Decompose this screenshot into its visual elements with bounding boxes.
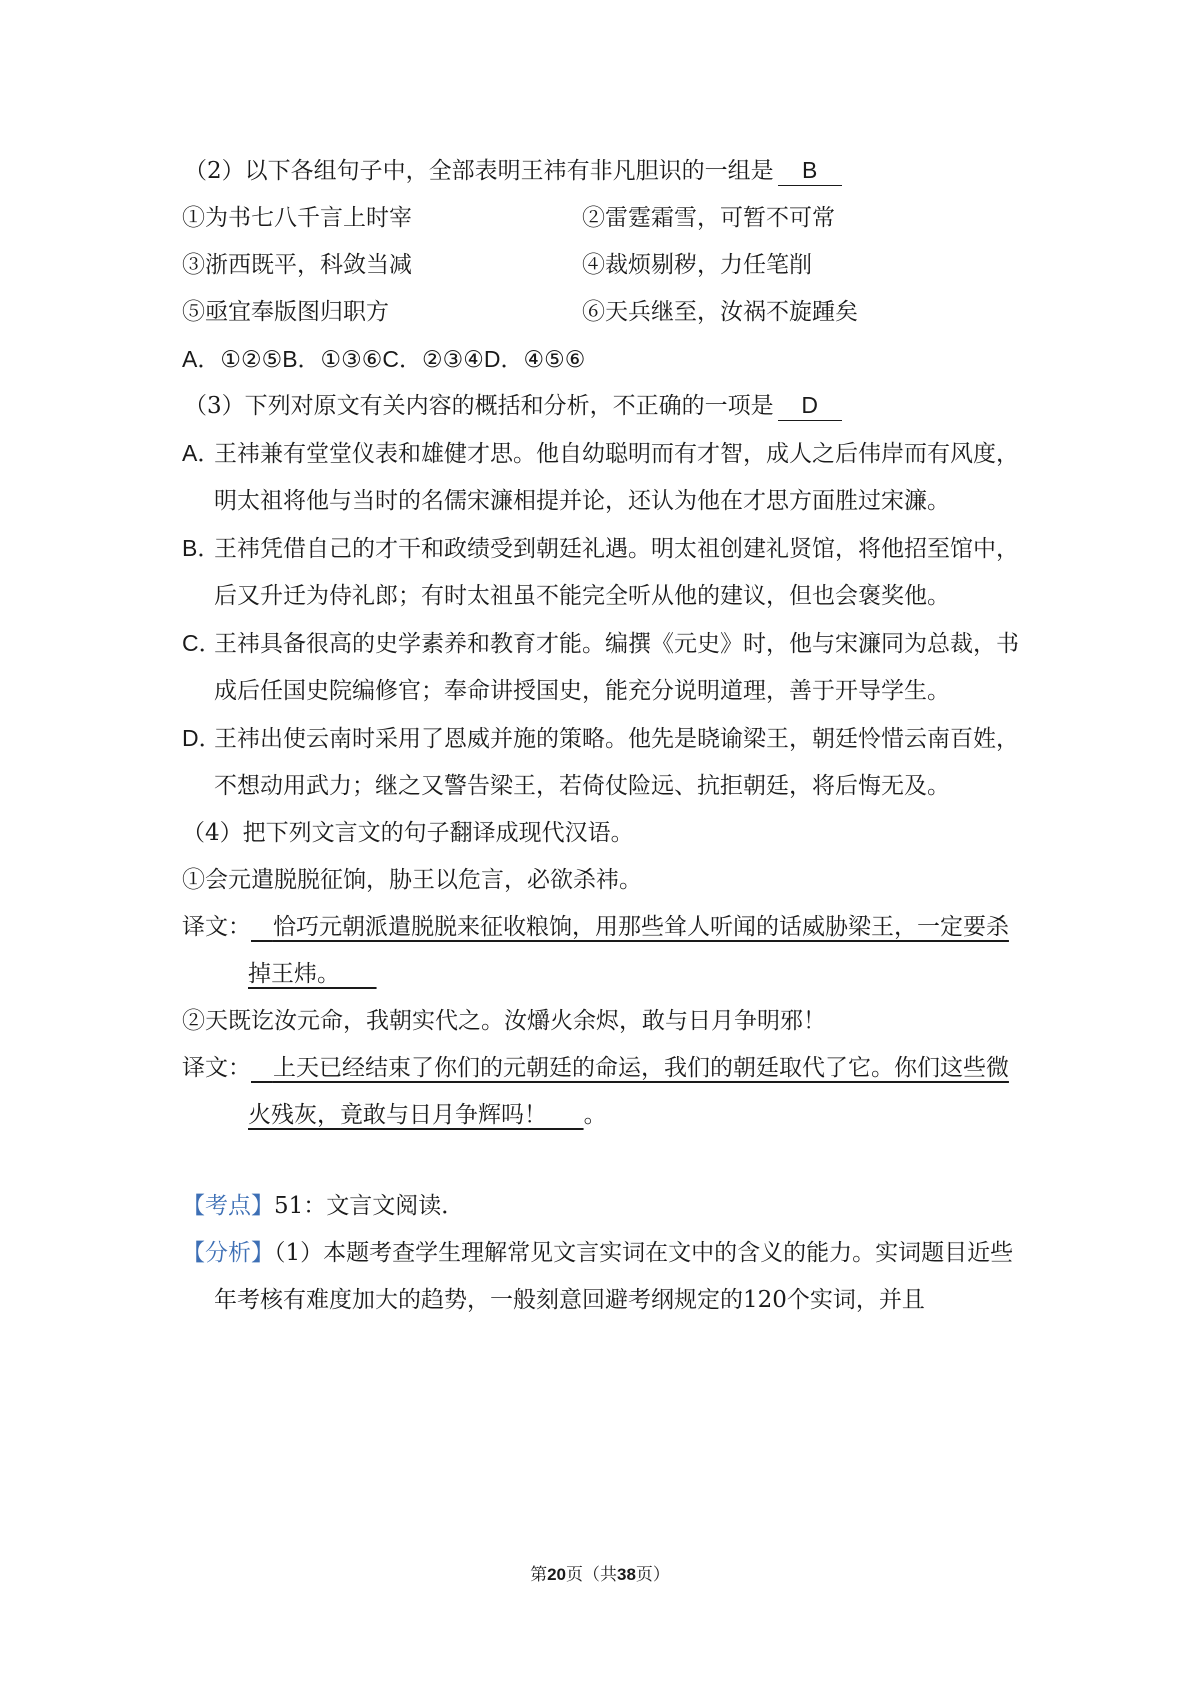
translation-1 (182, 904, 1022, 998)
question-2-answer: B (778, 155, 842, 186)
question-2-text: （2）以下各组句子中，全部表明王祎有非凡胆识的一组是 (184, 158, 774, 184)
option-a (182, 430, 1022, 525)
option-b-text: 王祎凭借自己的才干和政绩受到朝廷礼遇。明太祖创建礼贤馆，将他招至馆中，后又升迁为侍礼郎；有时太祖虽不能完全听从他的建议，但也会褒奖他。 (214, 536, 1019, 609)
option-b-label: B． (182, 535, 221, 561)
option-c-text: 王祎具备很高的史学素养和教育才能。编撰《元史》时，他与宋濂同为总裁，书成后任国史院编修官；奉命讲授国史，能充分说明道理，善于开导学生。 (214, 631, 1019, 704)
question-2-sentences (182, 195, 1022, 336)
question-3-answer: D (778, 390, 842, 421)
option-d-label: D． (182, 725, 222, 751)
fenxi-paragraph (182, 1230, 1022, 1324)
footer-pre: 第 (530, 1565, 548, 1585)
sentence-4: ④裁烦剔秽，力任笔削 (582, 252, 812, 278)
question-4-stem: （4）把下列文言文的句子翻译成现代汉语。 (182, 820, 634, 846)
sentence-6: ⑥天兵继至，汝祸不旋踵矣 (582, 299, 858, 325)
question-4-sentence-2: ②天既讫汝元命，我朝实代之。汝爝火余烬，敢与日月争明邪！ (182, 1008, 826, 1034)
translation-2 (182, 1045, 1022, 1139)
spacer (182, 1139, 1022, 1183)
option-c (182, 620, 1022, 715)
question-2-stem (182, 148, 1022, 195)
kaodian-text: 51：文言文阅读． (274, 1193, 465, 1219)
option-a-text: 王祎兼有堂堂仪表和雄健才思。他自幼聪明而有才智，成人之后伟岸而有风度，明太祖将他与当时的名儒宋濂相提并论，还认为他在才思方面胜过宋濂。 (214, 441, 1019, 514)
fenxi-tag: 【分析】 (182, 1240, 274, 1266)
sentence-3: ③浙西既平，科敛当减 (182, 252, 412, 278)
footer-mid: 页（共 (566, 1565, 617, 1585)
footer-page-number: 20 (547, 1565, 566, 1584)
footer-post: 页） (635, 1565, 670, 1585)
question-3-text: （3）下列对原文有关内容的概括和分析，不正确的一项是 (184, 393, 774, 419)
question-2-options: A．①②⑤B．①③⑥C．②③④D．④⑤⑥ (182, 346, 586, 372)
translation-1-label: 译文： (182, 914, 251, 940)
option-d (182, 715, 1022, 810)
option-d-text: 王祎出使云南时采用了恩威并施的策略。他先是晓谕梁王，朝廷怜惜云南百姓，不想动用武力；继之又警告梁王，若倚仗险远、抗拒朝廷，将后悔无及。 (214, 726, 1019, 799)
translation-2-body: 上天已经结束了你们的元朝廷的命运，我们的朝廷取代了它。你们这些微火残灰，竟敢与日月争辉吗！ (248, 1055, 1009, 1128)
translation-2-end: 。 (583, 1102, 607, 1128)
translation-2-text (248, 1055, 1009, 1128)
question-3-stem (182, 383, 1022, 430)
sentence-2: ②雷霆霜雪，可暂不可常 (582, 205, 835, 231)
translation-1-body: 恰巧元朝派遣脱脱来征收粮饷，用那些耸人听闻的话威胁梁王，一定要杀掉王炜。 (248, 914, 1009, 987)
option-a-label: A． (182, 440, 221, 466)
fenxi-text: （1）本题考查学生理解常见文言实词在文中的含义的能力。实词题目近些年考核有难度加大的趋势，一般刻意回避考纲规定的120个实词，并且 (214, 1240, 1014, 1313)
sentence-1: ①为书七八千言上时宰 (182, 205, 412, 231)
option-c-label: C． (182, 630, 222, 656)
kaodian-line (182, 1183, 1022, 1230)
page-content (182, 148, 1022, 1324)
sentence-5: ⑤亟宜奉版图归职方 (182, 299, 389, 325)
translation-2-label: 译文： (182, 1055, 251, 1081)
question-4-sentence-1: ①会元遣脱脱征饷，胁王以危言，必欲杀祎。 (182, 867, 642, 893)
translation-1-text (248, 914, 1009, 987)
option-b (182, 525, 1022, 620)
page-footer (0, 1560, 1200, 1585)
footer-total-pages: 38 (617, 1565, 636, 1584)
kaodian-tag: 【考点】 (182, 1193, 274, 1219)
